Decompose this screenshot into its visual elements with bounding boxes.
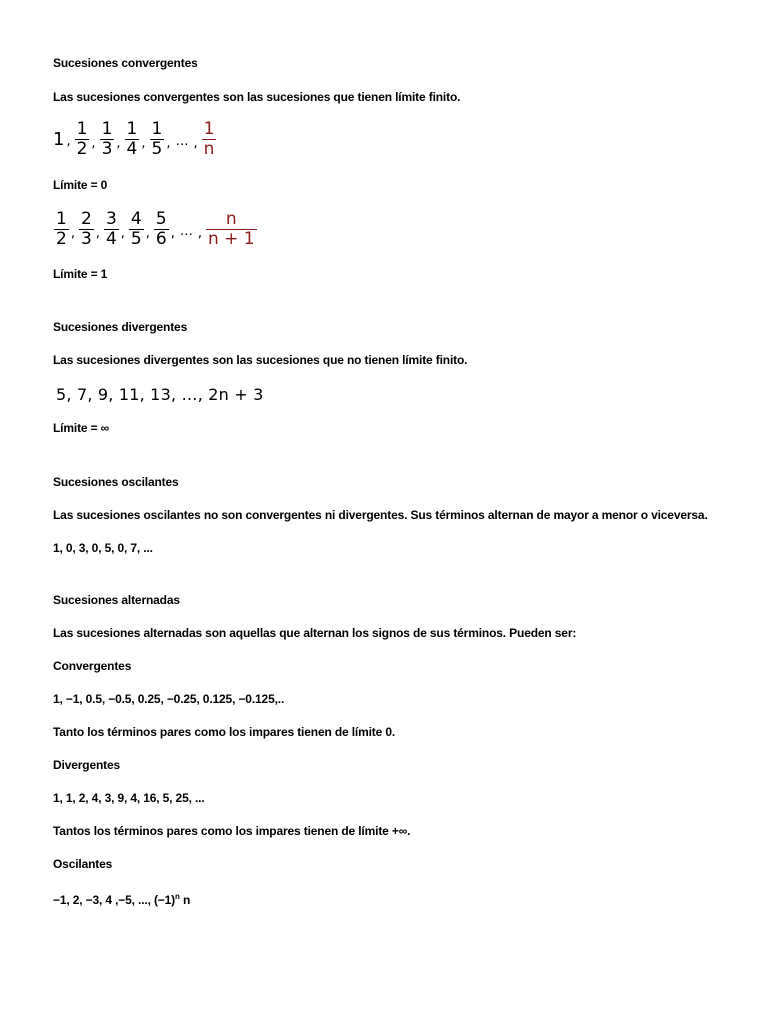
- subheading-convergentes: Convergentes: [53, 659, 132, 673]
- heading-convergentes: Sucesiones convergentes: [53, 56, 198, 70]
- fraction-term: $\frac{3}{4}$: [105, 209, 117, 249]
- first-term: 1: [53, 129, 65, 150]
- fraction-term: $\frac{1}{3}$: [101, 119, 113, 159]
- general-term: $\frac{n}{n + 1}$: [207, 209, 255, 249]
- heading-alternadas: Sucesiones alternadas: [53, 593, 180, 607]
- limit-infinity: Límite = ∞: [53, 421, 110, 435]
- fraction-term: $\frac{1}{2}$: [56, 209, 67, 249]
- fraction-term: $\frac{4}{5}$: [130, 209, 142, 249]
- sequence-oscilantes: 1, 0, 3, 0, 5, 0, 7, ...: [53, 541, 153, 555]
- sequence-alternada-divergente: 1, 1, 2, 4, 3, 9, 4, 16, 5, 25, ...: [53, 791, 205, 805]
- heading-oscilantes: Sucesiones oscilantes: [53, 475, 179, 489]
- ellipsis: …: [179, 224, 193, 239]
- sequence-alternada-convergente: 1, −1, 0.5, −0.5, 0.25, −0.25, 0.125, −0.125,..: [53, 692, 285, 706]
- fraction-term: $\frac{1}{5}$: [151, 119, 163, 159]
- sequence-n-over-n-plus-one: $\frac{1}{2}$ , $\frac{2}{3}$ , $\frac{3}{4}$ , $\frac{4}{5}$ , $\frac{5}{6}$ , … , $\frac{n}{n + 1}$: [56, 209, 255, 249]
- description-oscilantes: Las sucesiones oscilantes no son convergentes ni divergentes. Sus términos alternan de mayor a menor o viceversa.: [53, 508, 708, 522]
- limit-zero: Límite = 0: [53, 178, 108, 192]
- general-term: $\frac{1}{n}$: [203, 119, 215, 159]
- sequence-alternada-oscilante: −1, 2, −3, 4 ,−5, ..., $(-1)^n$ n: [53, 892, 191, 907]
- heading-divergentes: Sucesiones divergentes: [53, 320, 188, 334]
- fraction-term: $\frac{2}{3}$: [80, 209, 92, 249]
- description-alternadas: Las sucesiones alternadas son aquellas que alternan los signos de sus términos. Pueden ser:: [53, 626, 577, 640]
- ellipsis: …: [175, 134, 189, 149]
- sequence-2n-plus-3: 5, 7, 9, 11, 13, …, 2n + 3: [56, 385, 264, 404]
- sequence-one-over-n: 1 , $\frac{1}{2}$ , $\frac{1}{3}$ , $\frac{1}{4}$ , $\frac{1}{5}$ , … , $\frac{1}{n}$: [53, 119, 215, 159]
- limit-one: Límite = 1: [53, 267, 108, 281]
- description-convergentes: Las sucesiones convergentes son las sucesiones que tienen límite finito.: [53, 90, 461, 104]
- note-convergentes: Tanto los términos pares como los impares tienen de límite 0.: [53, 725, 396, 739]
- fraction-term: $\frac{1}{4}$: [126, 119, 138, 159]
- subheading-divergentes: Divergentes: [53, 758, 121, 772]
- fraction-term: $\frac{5}{6}$: [155, 209, 167, 249]
- note-divergentes: Tantos los términos pares como los impares tienen de límite +∞.: [53, 824, 411, 838]
- description-divergentes: Las sucesiones divergentes son las sucesiones que no tienen límite finito.: [53, 353, 468, 367]
- fraction-term: $\frac{1}{2}$: [76, 119, 88, 159]
- subheading-oscilantes: Oscilantes: [53, 857, 113, 871]
